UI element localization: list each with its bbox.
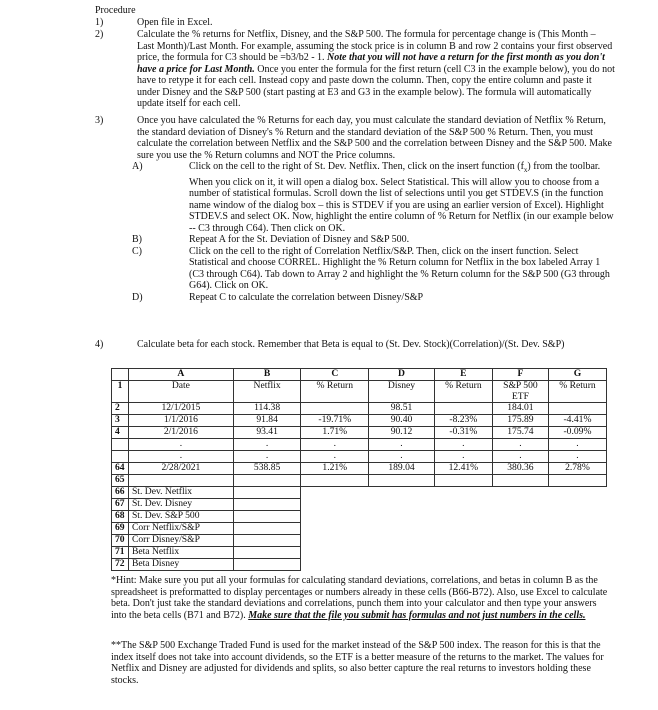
table-row bbox=[112, 510, 607, 522]
cell bbox=[369, 475, 435, 487]
header-cell: % Return bbox=[548, 381, 606, 403]
step-text bbox=[137, 29, 615, 110]
row-number: 68 bbox=[112, 510, 129, 522]
table-row bbox=[112, 475, 607, 487]
cell: 1/1/2016 bbox=[128, 415, 233, 427]
label-cell bbox=[128, 475, 233, 487]
substep-b bbox=[132, 234, 615, 246]
header-cell: S&P 500 ETF bbox=[492, 381, 548, 403]
table-row bbox=[112, 534, 607, 546]
step-text: Calculate beta for each stock. Remember that Beta is equal to (St. Dev. Stock)(Correlation)/(St. Dev. S&P) bbox=[137, 339, 565, 350]
table-row bbox=[112, 403, 607, 415]
step-4 bbox=[95, 339, 615, 351]
footnote-paragraph: **The S&P 500 Exchange Traded Fund is used for the market instead of the S&P 500 index. The reason for this is that the index itself does not take into account dividends, so the ETF is a better measure of the returns to the market. The values for Netflix and Disney are adjusted for dividends and splits, so also better capture the real returns to investors holding these stocks. bbox=[111, 640, 604, 686]
hint-paragraph bbox=[111, 575, 611, 621]
cell bbox=[492, 475, 548, 487]
value-cell bbox=[233, 534, 301, 546]
ellipsis-cell: . bbox=[492, 439, 548, 451]
value-cell bbox=[233, 558, 301, 570]
row-number: 67 bbox=[112, 498, 129, 510]
ellipsis-cell: . bbox=[233, 451, 301, 463]
header-cell: % Return bbox=[301, 381, 369, 403]
row-number: 64 bbox=[112, 463, 129, 475]
ellipsis-cell: . bbox=[301, 439, 369, 451]
table-row bbox=[112, 427, 607, 439]
cell bbox=[548, 475, 606, 487]
cell: 114.38 bbox=[233, 403, 301, 415]
cell: 2/1/2016 bbox=[128, 427, 233, 439]
cell: 189.04 bbox=[369, 463, 435, 475]
step-number: 1) bbox=[95, 17, 104, 28]
col-letter: C bbox=[301, 369, 369, 381]
table-row bbox=[112, 558, 607, 570]
cell: -19.71% bbox=[301, 415, 369, 427]
value-cell bbox=[233, 475, 301, 487]
label-cell: St. Dev. Netflix bbox=[128, 486, 233, 498]
hint-text: *Hint: Make sure you put all your formulas for calculating standard deviations, correlations, and betas in column B as the spreadsheet is preformatted to display percentages or numbers already in these cells (B66-B72). Also, use Excel to calculate beta. Don't just take the standard deviations and correlations, punch them into your calculator and then type your answers into the beta cells (B71 and B72). bbox=[111, 575, 608, 621]
step-number: 4) bbox=[95, 339, 104, 350]
cell: 538.85 bbox=[233, 463, 301, 475]
label-cell: Corr Netflix/S&P bbox=[128, 522, 233, 534]
row-number: 65 bbox=[112, 475, 129, 487]
row-number bbox=[112, 451, 129, 463]
substep-a bbox=[132, 161, 615, 234]
table-row bbox=[112, 463, 607, 475]
substep-text bbox=[189, 161, 615, 234]
cell: 12/1/2015 bbox=[128, 403, 233, 415]
row-number: 3 bbox=[112, 415, 129, 427]
ellipsis-cell: . bbox=[301, 451, 369, 463]
label-cell: Corr Disney/S&P bbox=[128, 534, 233, 546]
substep-text: Repeat A for the St. Deviation of Disney and S&P 500. bbox=[189, 234, 410, 245]
cell: 12.41% bbox=[434, 463, 492, 475]
substep-letter: A) bbox=[132, 161, 143, 172]
header-cell: Date bbox=[128, 381, 233, 403]
cell: 90.12 bbox=[369, 427, 435, 439]
label-cell: Beta Disney bbox=[128, 558, 233, 570]
header-cell: Disney bbox=[369, 381, 435, 403]
row-number: 72 bbox=[112, 558, 129, 570]
substep-text-part: ) from the toolbar. When you click on it, it will open a dialog box. Select Statistical. This will allow you to choose from a number of statistical formulas. Scroll down the list of selections until you get STDEV.S (in the function name window of the dialog box – this is STDEV if you are using an earlier version of Excel). Highlight STDEV.S and select OK. Now, highlight the entire column of % Return for Netflix (in our example below -- C3 through C64). Then click on OK. bbox=[189, 161, 614, 234]
cell bbox=[301, 475, 369, 487]
hint-emphasis: Make sure that the file you submit has formulas and not just numbers in the cells. bbox=[248, 609, 586, 621]
col-letter: A bbox=[128, 369, 233, 381]
row-number: 2 bbox=[112, 403, 129, 415]
cell bbox=[301, 403, 369, 415]
header-cell: Netflix bbox=[233, 381, 301, 403]
step-1 bbox=[95, 17, 615, 29]
step-3 bbox=[95, 115, 615, 303]
cell bbox=[434, 403, 492, 415]
ellipsis-cell: . bbox=[128, 439, 233, 451]
column-letter-row bbox=[112, 369, 607, 381]
cell: 91.84 bbox=[233, 415, 301, 427]
cell: 98.51 bbox=[369, 403, 435, 415]
cell: -0.31% bbox=[434, 427, 492, 439]
cell: 380.36 bbox=[492, 463, 548, 475]
ellipsis-cell: . bbox=[492, 451, 548, 463]
cell: 1.71% bbox=[301, 427, 369, 439]
substep-d bbox=[132, 291, 615, 304]
ellipsis-cell: . bbox=[128, 451, 233, 463]
row-number: 4 bbox=[112, 427, 129, 439]
ellipsis-cell: . bbox=[548, 451, 606, 463]
ellipsis-cell: . bbox=[369, 451, 435, 463]
value-cell bbox=[233, 486, 301, 498]
substep-c bbox=[132, 245, 615, 292]
cell: 1.21% bbox=[301, 463, 369, 475]
ellipsis-cell: . bbox=[548, 439, 606, 451]
step-text-part: Once you have calculated the % Returns for each day, you must calculate the standard deviation of Netflix % Return, the standard deviation of Disney's % Return and the standard deviation of the S&P 500 % Return. Then, you must calculate the correlation between Netflix and the S&P 500 and the correlation between Disney and the S&P 500. Make sure you use the % Return columns and NOT the Price columns. bbox=[137, 115, 612, 161]
value-cell bbox=[233, 546, 301, 558]
step-text bbox=[132, 115, 615, 303]
corner-cell bbox=[112, 369, 129, 381]
step-text-part: Calculate the % returns for Netflix, Disney, and the S&P 500. The formula for percentage change is (This Month – Last Month)/Last Month. For example, assuming the stock price is in column B and row 2 contains your first observed price, the formula for C3 should be =b3/b2 - 1. bbox=[137, 29, 613, 63]
row-number: 69 bbox=[112, 522, 129, 534]
col-letter: F bbox=[492, 369, 548, 381]
step-emphasis: Note that you will not have a return for the first month as you don't have a price for Last Month. bbox=[137, 52, 605, 75]
cell: -0.09% bbox=[548, 427, 606, 439]
step-number: 3) bbox=[95, 115, 104, 126]
header-row bbox=[112, 381, 607, 403]
substep-letter: D) bbox=[132, 291, 143, 303]
step-number: 2) bbox=[95, 29, 104, 40]
value-cell bbox=[233, 522, 301, 534]
cell: 90.40 bbox=[369, 415, 435, 427]
ellipsis-cell: . bbox=[233, 439, 301, 451]
table-row bbox=[112, 486, 607, 498]
substep-text: Repeat C to calculate the correlation between Disney/S&P bbox=[189, 291, 424, 303]
substep-letter: B) bbox=[132, 234, 142, 245]
step-text-part: Once you enter the formula for the first return (cell C3 in the example below), you do not have to retype it for each cell. Instead copy and paste down the column. Then, copy the entire column and paste it under Disney and the S&P 500 (start pasting at E3 and G3 in the example below). The formula will automatically update itself for each cell. bbox=[137, 63, 615, 109]
cell: 175.89 bbox=[492, 415, 548, 427]
cell: 2/28/2021 bbox=[128, 463, 233, 475]
label-cell: St. Dev. S&P 500 bbox=[128, 510, 233, 522]
row-number bbox=[112, 439, 129, 451]
cell: 184.01 bbox=[492, 403, 548, 415]
label-cell: St. Dev. Disney bbox=[128, 498, 233, 510]
col-letter: D bbox=[369, 369, 435, 381]
col-letter: G bbox=[548, 369, 606, 381]
table-row bbox=[112, 546, 607, 558]
substep-text: Click on the cell to the right of Correlation Netflix/S&P. Then, click on the insert function. Select Statistical and choose CORREL. Highlight the % Return column for Netflix in the box labeled Array 1 (C3 through C64). Tab down to Array 2 and highlight the % Return column for the S&P 500 (G3 through G64). Click on OK. bbox=[189, 245, 610, 291]
row-number: 1 bbox=[112, 381, 129, 403]
substep-text-part: Click on the cell to the right of St. Dev. Netflix. Then, click on the insert function (f bbox=[189, 161, 524, 172]
value-cell bbox=[233, 498, 301, 510]
cell bbox=[434, 475, 492, 487]
ellipsis-row bbox=[112, 439, 607, 451]
col-letter: E bbox=[434, 369, 492, 381]
col-letter: B bbox=[233, 369, 301, 381]
step-2 bbox=[95, 29, 615, 110]
procedure-title: Procedure bbox=[95, 5, 136, 16]
cell: -8.23% bbox=[434, 415, 492, 427]
ellipsis-cell: . bbox=[434, 439, 492, 451]
table-row bbox=[112, 498, 607, 510]
row-number: 70 bbox=[112, 534, 129, 546]
step-text: Open file in Excel. bbox=[137, 17, 213, 28]
ellipsis-row bbox=[112, 451, 607, 463]
row-number: 71 bbox=[112, 546, 129, 558]
ellipsis-cell: . bbox=[434, 451, 492, 463]
subscript: x bbox=[523, 166, 528, 174]
value-cell bbox=[233, 510, 301, 522]
cell: 93.41 bbox=[233, 427, 301, 439]
cell bbox=[548, 403, 606, 415]
cell: 175.74 bbox=[492, 427, 548, 439]
ellipsis-cell: . bbox=[369, 439, 435, 451]
substep-letter: C) bbox=[132, 245, 142, 257]
header-cell: % Return bbox=[434, 381, 492, 403]
table-row bbox=[112, 522, 607, 534]
spreadsheet-example bbox=[111, 368, 607, 571]
cell: -4.41% bbox=[548, 415, 606, 427]
table-row bbox=[112, 415, 607, 427]
label-cell: Beta Netflix bbox=[128, 546, 233, 558]
cell: 2.78% bbox=[548, 463, 606, 475]
row-number: 66 bbox=[112, 486, 129, 498]
